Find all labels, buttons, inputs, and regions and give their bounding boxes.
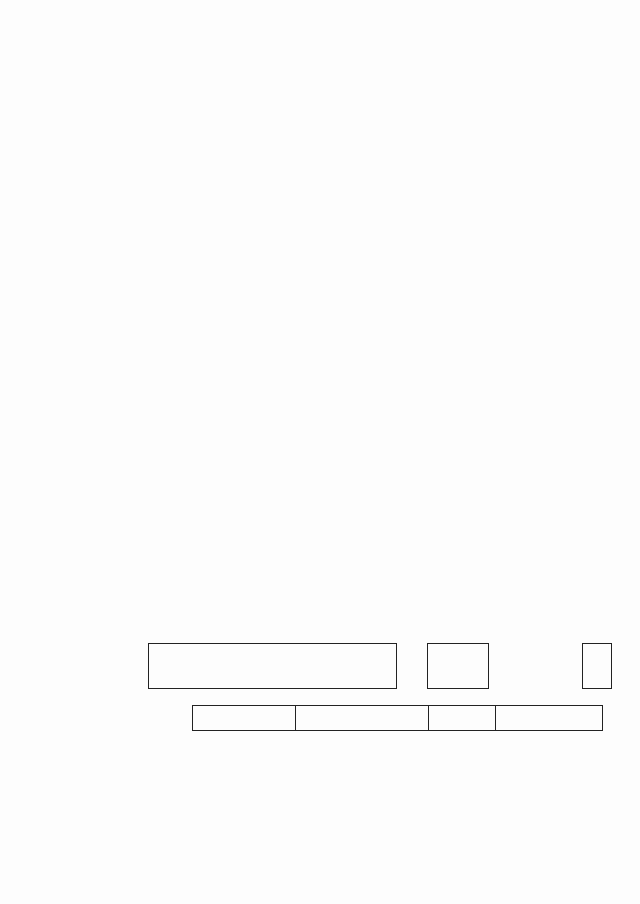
code-original-cell	[429, 706, 496, 731]
function-code-box	[427, 643, 489, 689]
page-cutoff	[57, 836, 617, 904]
original-mark	[255, 706, 296, 731]
reg-number-cell	[496, 706, 603, 731]
origin-table	[192, 705, 603, 731]
original-label	[193, 706, 256, 731]
qualification-level-box	[582, 643, 612, 689]
borrowed-label	[296, 706, 429, 731]
function-name-box	[148, 643, 397, 689]
